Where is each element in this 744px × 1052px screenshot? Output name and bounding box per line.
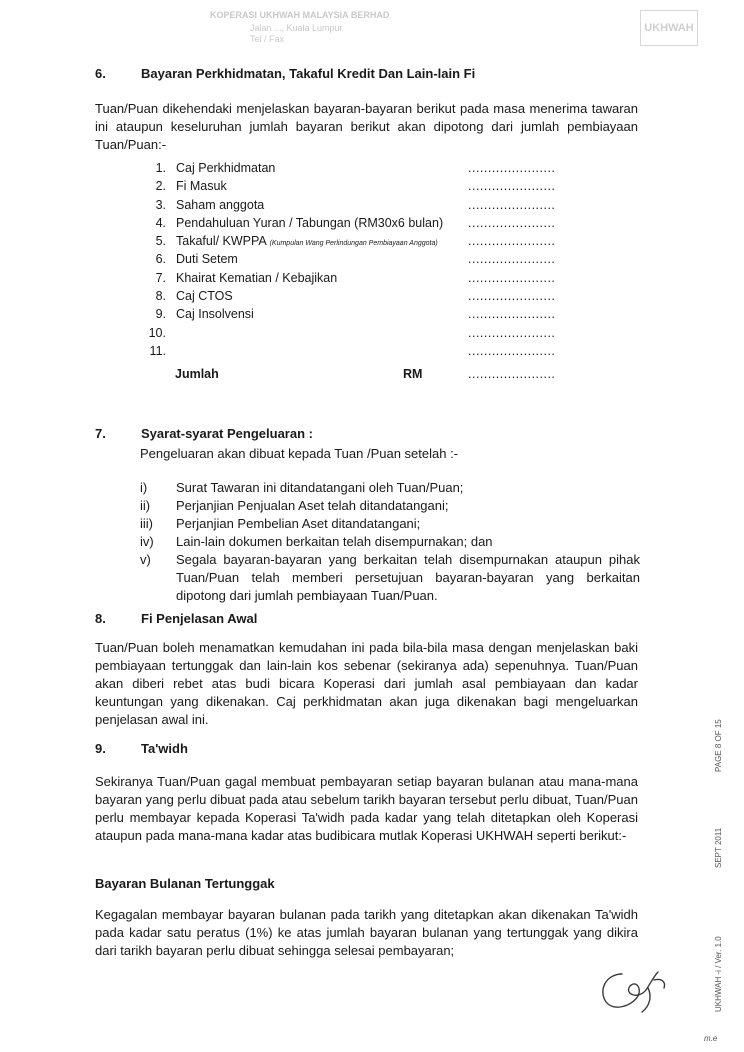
section-title: Bayaran Perkhidmatan, Takaful Kredit Dan Lain-lain Fi (141, 66, 476, 81)
conditions-list (140, 479, 640, 605)
section-9-heading (95, 741, 188, 757)
fee-row: 2. Fi Masuk ...................... (155, 179, 556, 194)
total-dots: ...................... (468, 367, 556, 381)
fee-note: (Kumpulan Wang Perlindungan Pembiayaan Anggota) (269, 240, 438, 248)
section-7-heading (95, 426, 313, 442)
total-currency: RM (403, 367, 423, 381)
section-title: Syarat-syarat Pengeluaran : (141, 426, 313, 441)
initials: m.e (704, 1034, 718, 1043)
fee-row: 8. Caj CTOS ...................... (155, 289, 556, 304)
form-date: SEPT 2011 (714, 827, 723, 868)
section-number: 9. (95, 741, 106, 756)
letterhead-line: Tel / Fax (250, 34, 285, 44)
fee-row: 6. Duti Setem ...................... (155, 252, 556, 267)
section-8-heading (95, 611, 257, 627)
fee-row: 11. ...................... (149, 343, 556, 358)
fee-total-row (175, 365, 575, 383)
subsection-body: Kegagalan membayar bayaran bulanan pada tarikh yang ditetapkan akan dikenakan Ta'widh pada kadar satu peratus (1%) ke atas jumlah bayaran bulanan yang tertunggak yang dikira dari tarikh bayaran perlu dibuat sehingga selesai pembayaran; (95, 907, 638, 958)
section-number: 8. (95, 611, 106, 626)
fee-row: 7. Khairat Kematian / Kebajikan ...................... (155, 270, 556, 285)
list-item: ii) Perjanjian Penjualan Aset telah ditandatangani; (140, 498, 449, 513)
subheading: Bayaran Bulanan Tertunggak (95, 876, 275, 891)
fee-row: 10. ...................... (148, 325, 556, 340)
form-version: UKHWAH -i / Ver. 1.0 (714, 936, 723, 1012)
logo: UKHWAH (640, 10, 698, 46)
section-8-body: Tuan/Puan boleh menamatkan kemudahan ini pada bila-bila masa dengan menjelaskan baki pembiayaan tertunggak dan lain-lain kos sebenar (sekiranya ada) sepenuhnya. Tuan/Puan akan diberi rebet atas budi bicara Koperasi dari jumlah asal pembiayaan dan kadar keuntungan yang dikenakan. Caj perkhidmatan akan juga dikenakan bagi mengeluarkan penjelasan awal ini. (95, 640, 638, 727)
fee-row: 4. Pendahuluan Yuran / Tabungan (RM30x6 bulan) ...................... (155, 215, 556, 230)
fee-row: 9. Caj Insolvensi ...................... (155, 307, 556, 322)
fee-row: 5. Takaful/ KWPPA (Kumpulan Wang Perlindungan Pembiayaan Anggota) ...................... (155, 234, 556, 249)
faded-letterhead (0, 0, 744, 56)
fee-row: 3. Saham anggota ...................... (155, 197, 556, 212)
section-title: Ta'widh (141, 741, 188, 756)
total-label: Jumlah (175, 367, 219, 381)
signature (592, 966, 670, 1014)
section-7-intro: Pengeluaran akan dibuat kepada Tuan /Puan setelah :- (140, 446, 459, 461)
section-number: 6. (95, 66, 106, 81)
fee-list (140, 159, 560, 360)
letterhead-line: KOPERASI UKHWAH MALAYSIA BERHAD (210, 10, 390, 20)
section-title: Fi Penjelasan Awal (141, 611, 258, 626)
list-item: v) Segala bayaran-bayaran yang berkaitan telah disempurnakan ataupun pihak Tuan/Puan telah memberi persetujuan bayaran-bayaran yang berkaitan dipotong dari jumlah pembiayaan Tuan/Puan. (140, 552, 640, 603)
list-item: iv) Lain-lain dokumen berkaitan telah disempurnakan; dan (140, 534, 493, 549)
list-item: iii) Perjanjian Pembelian Aset ditandatangani; (140, 516, 421, 531)
fee-row: 1. Caj Perkhidmatan ...................... (155, 161, 556, 175)
section-6-heading (95, 66, 475, 82)
page-number: PAGE 8 OF 15 (714, 719, 723, 772)
letterhead-line: Jalan ..., Kuala Lumpur (250, 23, 343, 33)
section-9-body: Sekiranya Tuan/Puan gagal membuat pembayaran setiap bayaran bulanan atau mana-mana bayaran yang perlu dibuat pada atau sebelum tarikh bayaran tersebut perlu dibuat, Tuan/Puan perlu membayar kepada Koperasi Ta'widh pada kadar yang telah ditetapkan oleh Koperasi ataupun pada mana-mana kadar atas budibicara mutlak Koperasi UKHWAH seperti berikut:- (95, 774, 638, 843)
section-number: 7. (95, 426, 106, 441)
section-6-intro: Tuan/Puan dikehendaki menjelaskan bayaran-bayaran berikut pada masa menerima tawaran ini ataupun keseluruhan jumlah bayaran berikut akan dipotong dari jumlah pembiayaan Tuan/Puan:- (95, 101, 638, 152)
list-item: i) Surat Tawaran ini ditandatangani oleh Tuan/Puan; (140, 480, 464, 495)
